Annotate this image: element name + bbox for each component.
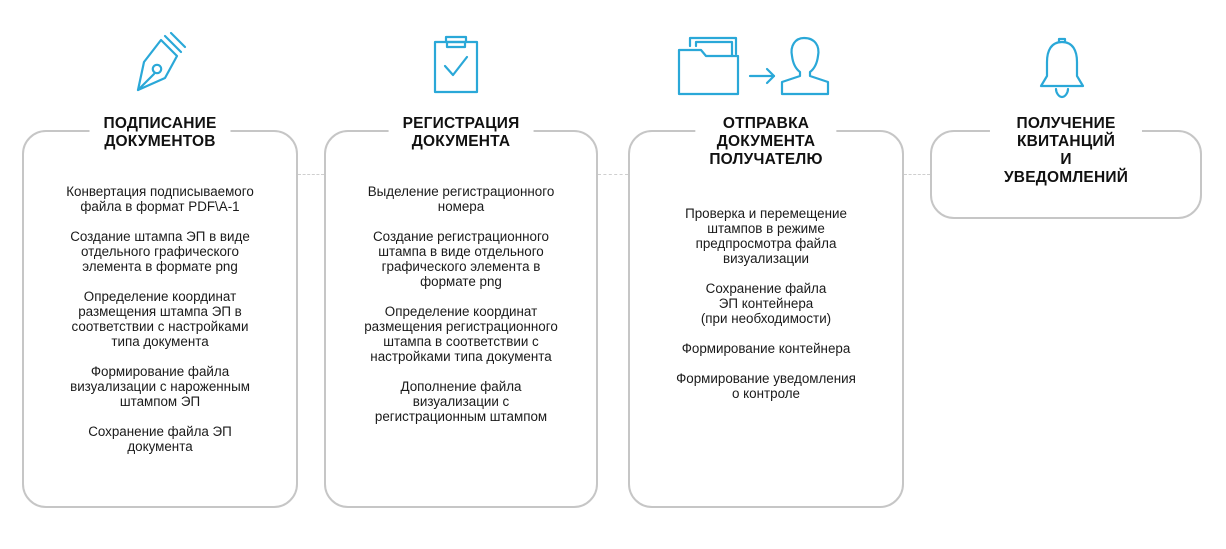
stage-title: ПОЛУЧЕНИЕ КВИТАНЦИЙ И УВЕДОМЛЕНИЙ: [990, 115, 1142, 187]
stage-sending: [628, 115, 904, 508]
folder-send-user-icon: [676, 34, 846, 100]
list-item: Дополнение файла визуализации с регистрационным штампом: [374, 379, 548, 424]
list-item: Определение координат размещения штампа ЭП в соответствии с настройками типа документа: [71, 289, 249, 349]
list-item: Конвертация подписываемого файла в формат PDF\A-1: [66, 184, 254, 214]
stage-items: [36, 184, 284, 469]
list-item: Формирование файла визуализации с нароженным штампом ЭП: [70, 364, 250, 409]
list-item: Проверка и перемещение штампов в режиме предпросмотра файла визуализации: [685, 206, 847, 266]
bell-icon: [1038, 36, 1086, 100]
stage-title: ПОДПИСАНИЕ ДОКУМЕНТОВ: [90, 115, 231, 151]
connector-line: [298, 174, 324, 175]
connector-line: [598, 174, 628, 175]
stage-signing: [22, 115, 298, 508]
stage-items: [338, 184, 584, 439]
list-item: Формирование контейнера: [681, 341, 851, 356]
connector-line: [904, 174, 930, 175]
stage-items: [642, 206, 890, 416]
pen-nib-icon: [128, 30, 190, 100]
list-item: Сохранение файла ЭП контейнера (при необходимости): [700, 281, 832, 326]
stage-receipts: [930, 115, 1202, 219]
stage-registration: [324, 115, 598, 508]
stage-title: ОТПРАВКА ДОКУМЕНТА ПОЛУЧАТЕЛЮ: [695, 115, 836, 169]
list-item: Формирование уведомления о контроле: [676, 371, 856, 401]
stage-title: РЕГИСТРАЦИЯ ДОКУМЕНТА: [389, 115, 534, 151]
list-item: Создание штампа ЭП в виде отдельного графического элемента в формате png: [70, 229, 250, 274]
clipboard-check-icon: [432, 34, 480, 94]
list-item: Сохранение файла ЭП документа: [88, 424, 232, 454]
list-item: Создание регистрационного штампа в виде отдельного графического элемента в формате png: [373, 229, 549, 289]
list-item: Выделение регистрационного номера: [367, 184, 555, 214]
list-item: Определение координат размещения регистрационного штампа в соответствии с настройками типа документа: [364, 304, 558, 364]
